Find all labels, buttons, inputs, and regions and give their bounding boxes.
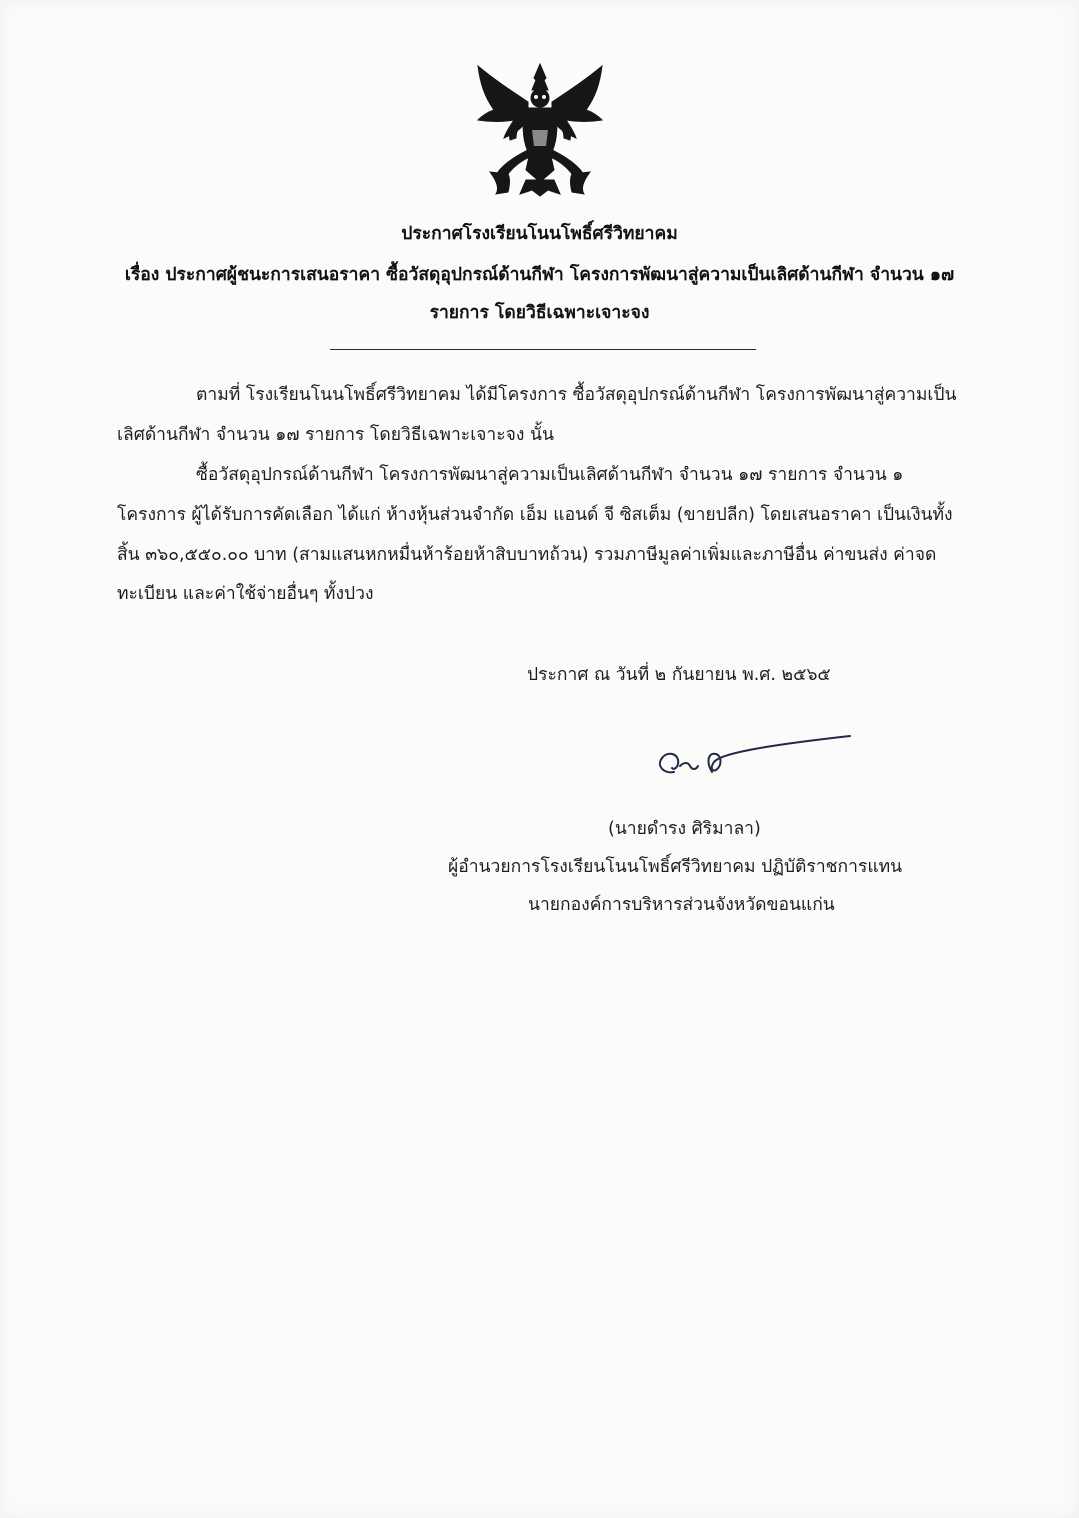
announcement-subject-line-1: เรื่อง ประกาศผู้ชนะการเสนอราคา ซื้อวัสดุอุปกรณ์ด้านกีฬา โครงการพัฒนาสู่ความเป็นเลิศด้านกีฬา จำนวน ๑๗ [124, 265, 955, 285]
paragraph-1-line-2: เลิศด้านกีฬา จำนวน ๑๗ รายการ โดยวิธีเฉพาะเจาะจง นั้น [117, 425, 554, 445]
announcement-subject-line-2: รายการ โดยวิธีเฉพาะเจาะจง [429, 303, 650, 323]
signatory-position-line-1: ผู้อำนวยการโรงเรียนโนนโพธิ์ศรีวิทยาคม ปฏิบัติราชการแทน [448, 857, 903, 877]
paragraph-2-line-1: ซื้อวัสดุอุปกรณ์ด้านกีฬา โครงการพัฒนาสู่ความเป็นเลิศด้านกีฬา จำนวน ๑๗ รายการ จำนวน ๑ [196, 465, 904, 485]
garuda-emblem-icon [470, 60, 610, 198]
announcement-date: ประกาศ ณ วันที่ ๒ กันยายน พ.ศ. ๒๕๖๕ [527, 665, 831, 685]
announcement-title: ประกาศโรงเรียนโนนโพธิ์ศรีวิทยาคม [401, 224, 678, 244]
title-divider [330, 349, 756, 350]
paragraph-2-line-4: ทะเบียน และค่าใช้จ่ายอื่นๆ ทั้งปวง [117, 584, 374, 604]
paragraph-2-line-2: โครงการ ผู้ได้รับการคัดเลือก ได้แก่ ห้างหุ้นส่วนจำกัด เอ็ม แอนด์ จี ซิสเต็ม (ขายปลีก) โดยเสนอราคา เป็นเงินทั้ง [117, 505, 953, 525]
signatory-position-line-2: นายกองค์การบริหารส่วนจังหวัดขอนแก่น [528, 895, 835, 915]
signatory-name: (นายดำรง ศิริมาลา) [608, 819, 761, 839]
paragraph-2-line-3: สิ้น ๓๖๐,๕๕๐.๐๐ บาท (สามแสนหกหมื่นห้าร้อยห้าสิบบาทถ้วน) รวมภาษีมูลค่าเพิ่มและภาษีอื่น ค่าขนส่ง ค่าจด [117, 545, 937, 565]
paragraph-1-line-1: ตามที่ โรงเรียนโนนโพธิ์ศรีวิทยาคม ได้มีโครงการ ซื้อวัสดุอุปกรณ์ด้านกีฬา โครงการพัฒนาสู่ความเป็น [196, 385, 957, 405]
handwritten-signature [650, 732, 860, 784]
